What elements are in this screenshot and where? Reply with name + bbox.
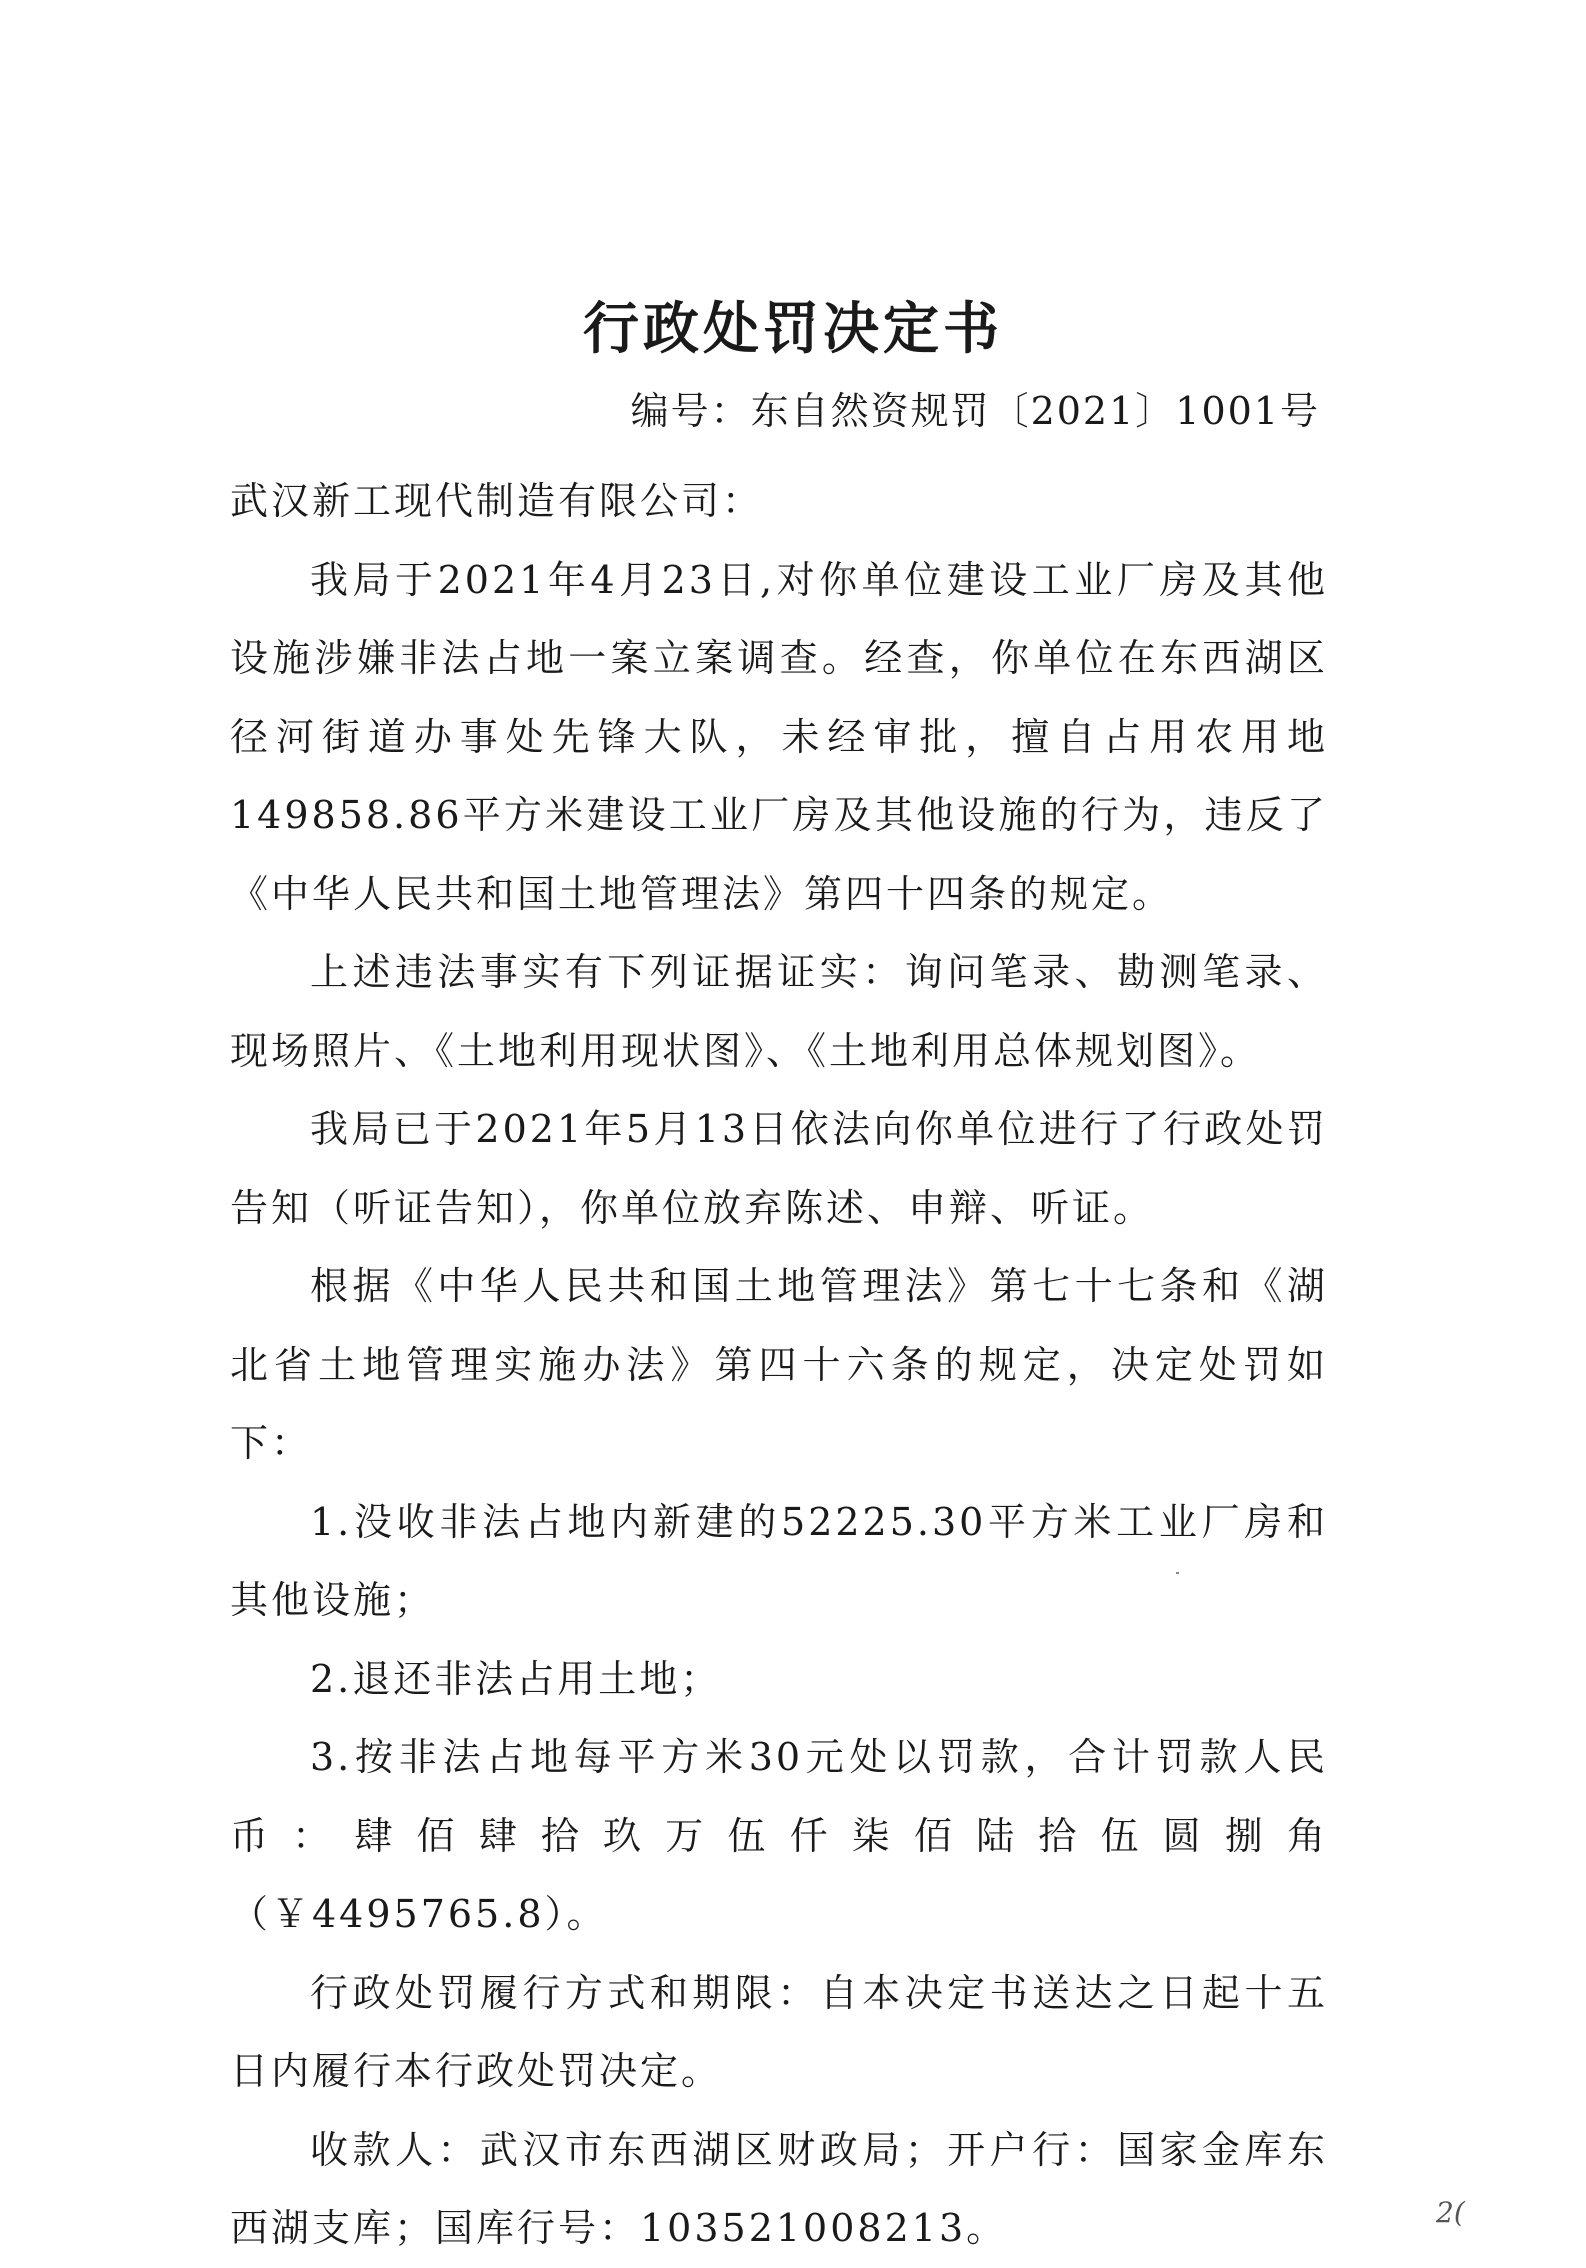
page-mark: 2( bbox=[1436, 2196, 1465, 2229]
penalty-item-3: 3.按非法占地每平方米30元处以罚款，合计罚款人民币：肆佰肆拾玖万伍仟柒佰陆拾伍圆捌角（￥4495765.8）。 bbox=[230, 1735, 1328, 1936]
paragraph-notification: 我局已于2021年5月13日依法向你单位进行了行政处罚告知（听证告知），你单位放弃陈述、申辩、听证。 bbox=[230, 1107, 1328, 1230]
document-number: 编号：东自然资规罚〔2021〕1001号 bbox=[630, 389, 1320, 433]
penalty-item-1: 1.没收非法占地内新建的52225.30平方米工业厂房和其他设施； bbox=[230, 1499, 1328, 1622]
recipient-line: 武汉新工现代制造有限公司： bbox=[230, 479, 764, 523]
paragraph-payment-deadline: 行政处罚履行方式和期限：自本决定书送达之日起十五日内履行本行政处罚决定。 bbox=[230, 1970, 1328, 2093]
paragraph-evidence: 上述违法事实有下列证据证实：询问笔录、勘测笔录、现场照片、《土地利用现状图》、《土地利用总体规划图》。 bbox=[230, 950, 1328, 1073]
penalty-item-2: 2.退还非法占用土地； bbox=[310, 1656, 722, 1701]
document-title: 行政处罚决定书 bbox=[583, 297, 1003, 362]
scan-speck bbox=[1176, 1572, 1179, 1574]
document-body bbox=[230, 462, 1328, 2268]
paragraph-payee-info: 收款人：武汉市东西湖区财政局；开户行：国家金库东西湖支库；国库行号：103521008213。 bbox=[230, 2127, 1328, 2250]
paragraph-case-facts: 我局于2021年4月23日,对你单位建设工业厂房及其他设施涉嫌非法占地一案立案调查。经查，你单位在东西湖区径河街道办事处先锋大队，未经审批，擅自占用农用地149858.86平方米建设工业厂房及其他设施的行为，违反了《中华人民共和国土地管理法》第四十四条的规定。 bbox=[230, 557, 1328, 916]
paragraph-legal-basis: 根据《中华人民共和国土地管理法》第七十七条和《湖北省土地管理实施办法》第四十六条的规定，决定处罚如下： bbox=[230, 1264, 1328, 1465]
